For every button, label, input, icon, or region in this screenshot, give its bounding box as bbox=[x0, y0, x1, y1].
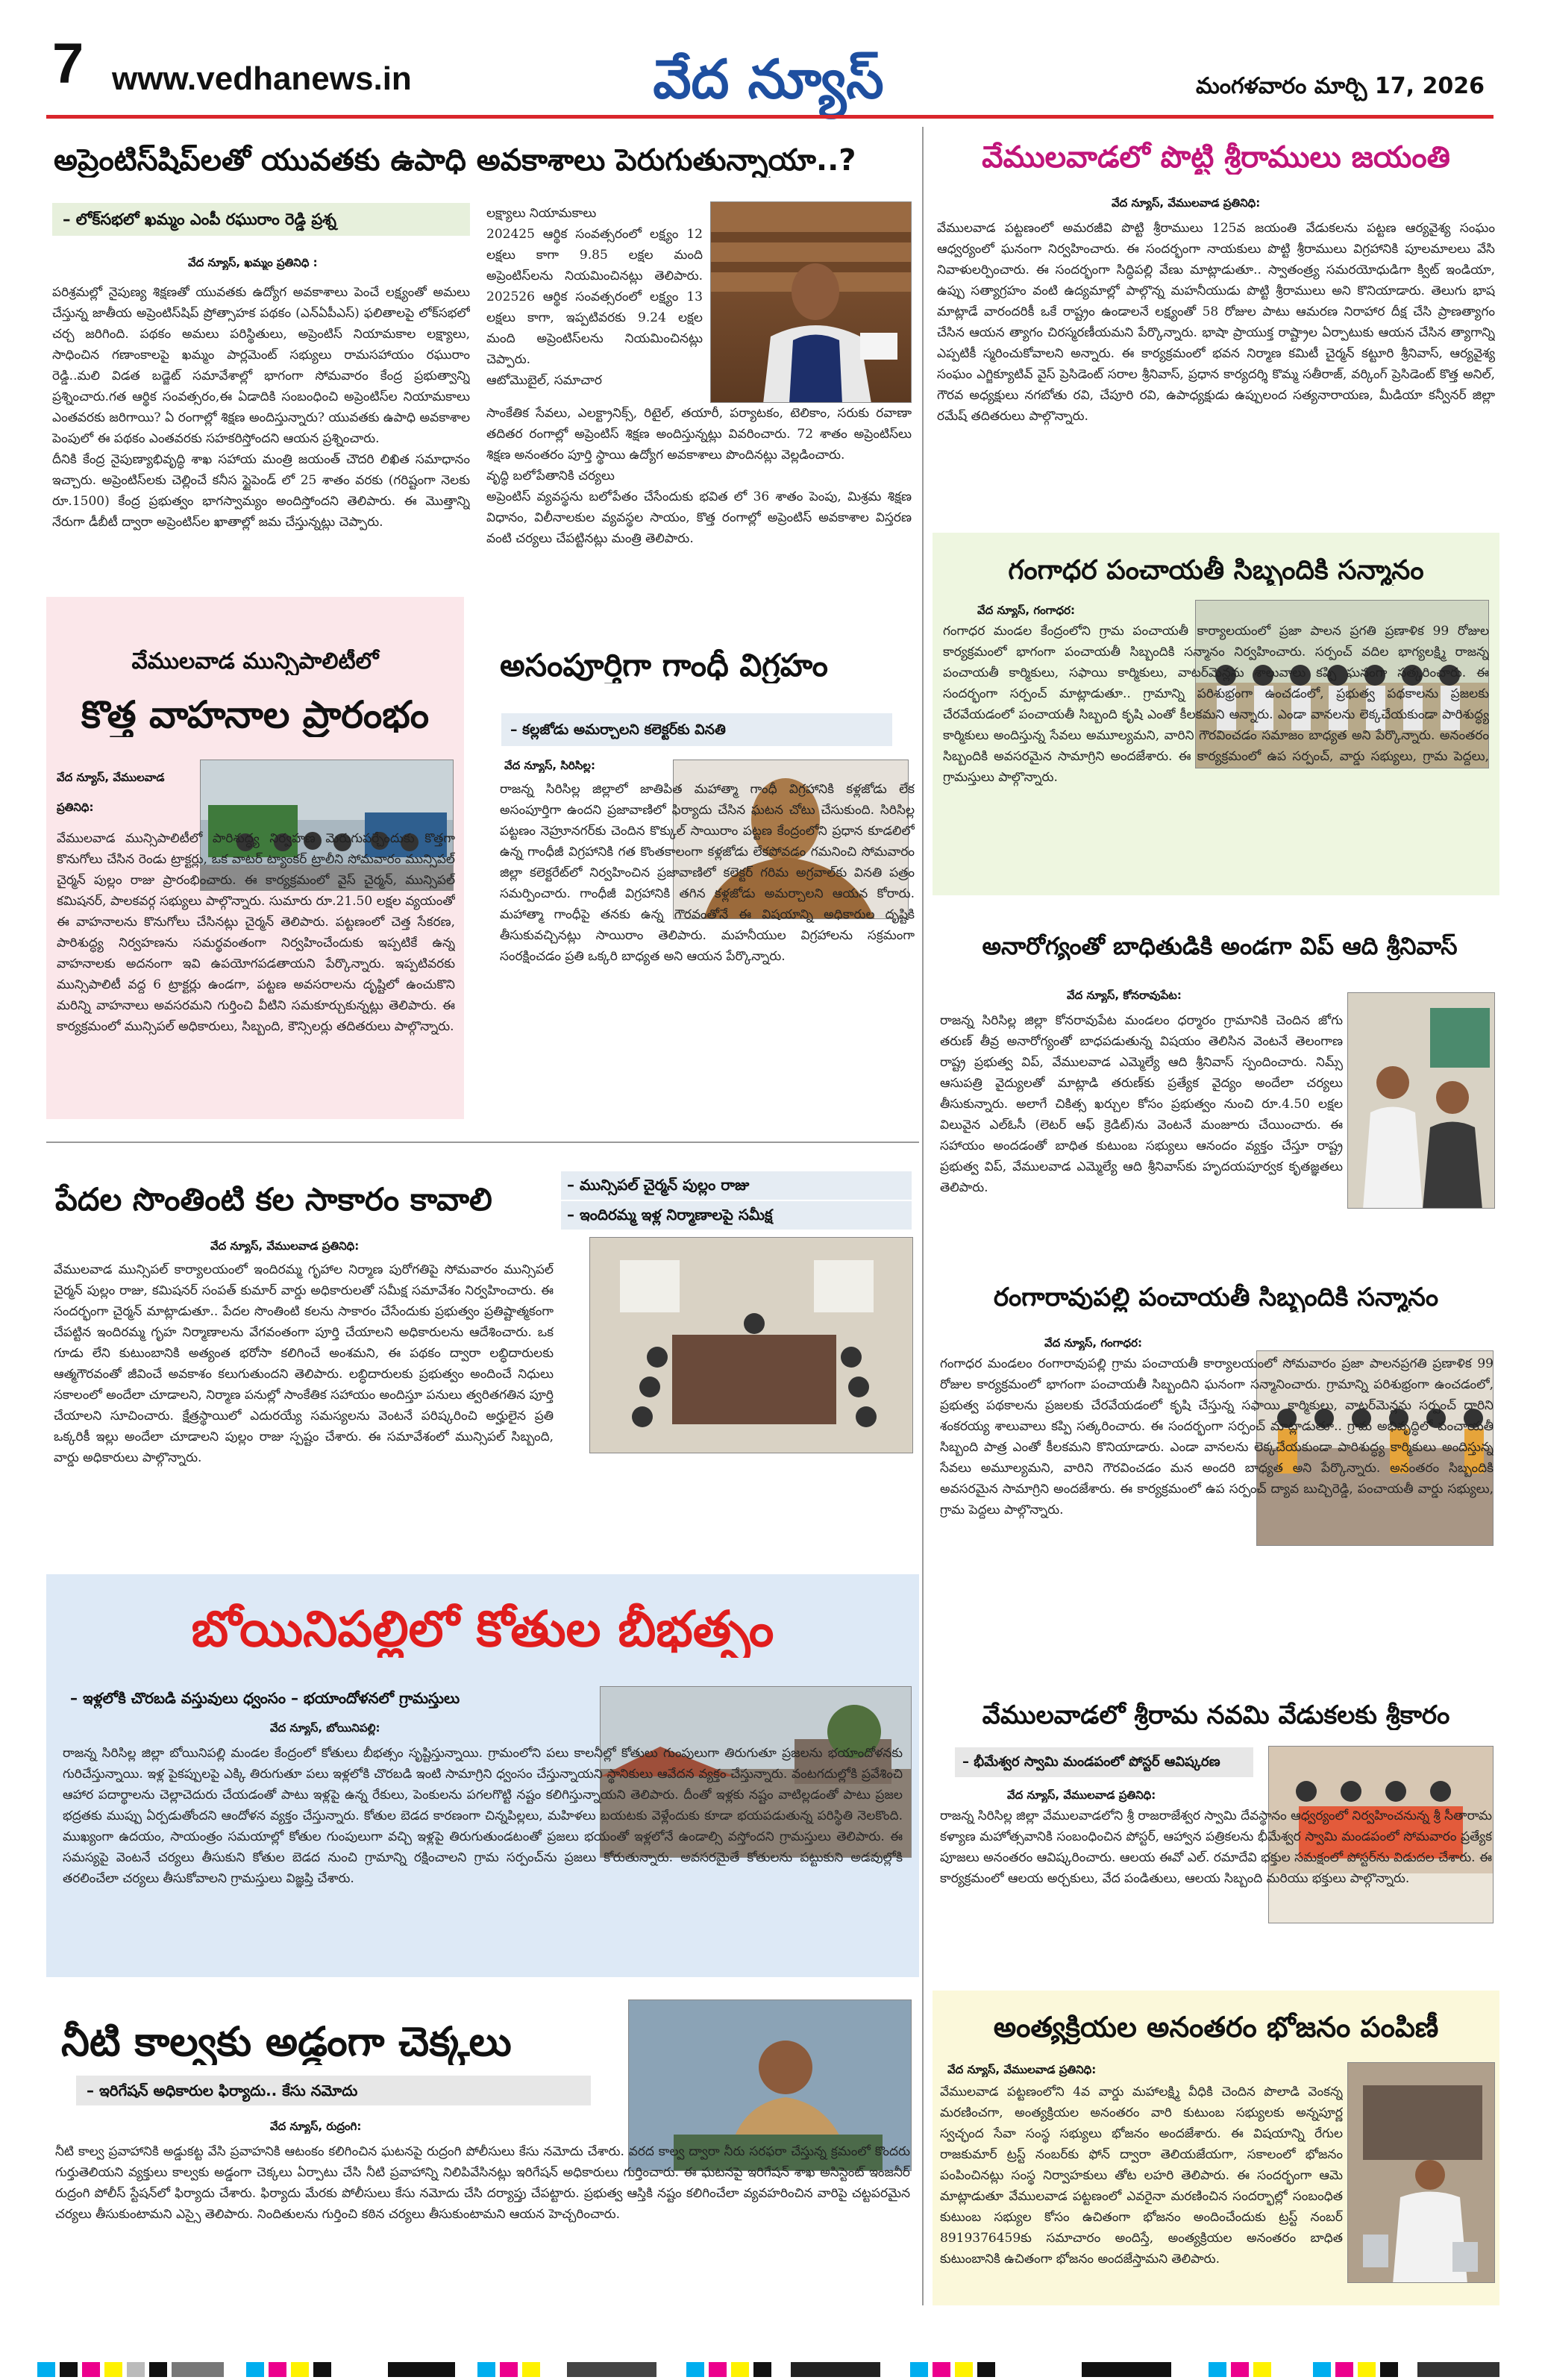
headline: రంగారావుపల్లి పంచాయతీ సిబ్బందికి సన్మానం bbox=[993, 1283, 1439, 1312]
article-body: రాజన్న సిరిసిల్ల జిల్లా వేములవాడలోని శ్రీ రాజరాజేశ్వర స్వామి దేవస్థానం ఆధ్వర్యంలో నిర్వహించనున్న శ్రీ సీతారామ కళ్యాణ మహోత్సవానికి సంబంధించిన పోస్టర్, ఆహ్వాన పత్రికలను భీమేశ్వర స్వామి మండపంలో సోమవారం ప్రత్యేక పూజలు అనంతరం ఆవిష్కరించారు. ఆలయ ఈవో ఎల్. రమాదేవి భక్తుల సమక్షంలో పోస్టర్‌ను విడుదల చేశారు. ఈ కార్యక్రమంలో ఆలయ అర్చకులు, వేద పండితులు, ఆలయ సిబ్బంది మరియు భక్తులు పాల్గొన్నారు. bbox=[940, 1809, 1492, 1886]
article-body-continued: లక్ష్యాలు నియామకాలు 202425 ఆర్థిక సంవత్సరంలో లక్ష్యం 12 లక్షలు కాగా 9.85 లక్షల మంది అప్రెంటిస్‌లను నియమించినట్లు తెలిపారు. 202526 ఆర్థిక సంవత్సరంలో లక్ష్యం 13 లక్షలు కాగా, ఇప్పటివరకు 9.24 లక్షల మంది అప్రెంటిస్‌లను నియమించినట్లు చెప్పారు. ఆటోమొబైల్, సమాచార bbox=[486, 206, 703, 388]
headline: నీటి కాల్వకు అడ్డంగా చెక్కలు bbox=[61, 2019, 512, 2065]
article-gangadhara-staff bbox=[933, 533, 1499, 895]
byline: వేద న్యూస్, ఖమ్మం ప్రతినిధి : bbox=[188, 256, 318, 269]
masthead-logo: వేద న్యూస్ bbox=[653, 48, 884, 110]
article-financial-aid bbox=[933, 910, 1499, 1238]
column-divider bbox=[922, 127, 924, 2305]
article-body: వేములవాడ మున్సిపాలిటీలో పారిశుద్ధ్య నిర్వహణ మెరుగుపర్చేందుకు కొత్తగా కొనుగోలు చేసిన రెండు ట్రాక్టర్లు, ఒక వాటర్ ట్యాంకర్ ట్రాలీని సోమవారం మున్సిపల్ చైర్మన్ పుల్లం రాజు ప్రారంభించారు. ఈ కార్యక్రమంలో వైస్ చైర్మన్, మున్సిపల్ కమిషనర్, పాలకవర్గ సభ్యులు పాల్గొన్నారు. సుమారు రూ.21.50 లక్షల వ్యయంతో ఈ వాహనాలను కొనుగోలు చేసినట్లు చైర్మన్ తెలిపారు. పట్టణంలో చెత్త సేకరణ, పారిశుద్ధ్య నిర్వహణను సమర్థవంతంగా నిర్వహించేందుకు ఇప్పటికే ఉన్న వాహనాలకు అదనంగా ఇవి ఉపయోగపడతాయని పేర్కొన్నారు. ఇప్పటివరకు మున్సిపాలిటీ వద్ద 6 ట్రాక్టర్లు ఉండగా, పట్టణ అవసరాలను దృష్టిలో ఉంచుకొని మరిన్ని వాహనాలు అవసరమని గుర్తించి వీటిని సమకూర్చుకున్నట్లు తెలిపారు. ఈ కార్యక్రమంలో మున్సిపల్ అధికారులు, సిబ్బంది, కౌన్సిలర్లు తదితరులు పాల్గొన్నారు. bbox=[57, 831, 455, 1034]
article-body: వేములవాడ మున్సిపల్ కార్యాలయంలో ఇందిరమ్మ గృహాల నిర్మాణ పురోగతిపై సోమవారం మున్సిపల్ చైర్మన్ పుల్లం రాజు, కమిషనర్ సంపత్ కుమార్ వార్డు అధికారులతో సమీక్ష సమావేశం నిర్వహించారు. ఈ సందర్భంగా చైర్మన్ మాట్లాడుతూ.. పేదల సొంతింటి కలను సాకారం చేసేందుకు ప్రభుత్వం ప్రతిష్టాత్మకంగా చేపట్టిన ఇందిరమ్మ గృహ నిర్మాణాలను వేగవంతంగా పూర్తి చేయాలని అధికారులను ఆదేశించారు. ఒక గూడు లేని కుటుంబానికి అత్యంత భరోసా కలిగించే అంశమని, ఈ పథకం ద్వారా లబ్ధిదారులకు ఆత్మగౌరవంతో జీవించే అవకాశం కలుగుతుందని తెలిపారు. లబ్ధిదారులకు ప్రభుత్వం అందించే నిధులు సకాలంలో అందేలా చూడాలని, నిర్మాణ పనుల్లో సాంకేతిక సహాయం అందిస్తూ పనులు త్వరితగతిన పూర్తి చేయాలని సూచించారు. క్షేత్రస్థాయిలో ఎదురయ్యే సమస్యలను వెంటనే పరిష్కరించి అర్హులైన ప్రతి ఒక్కరికీ ఇల్లు అందేలా చూడాలని పుల్లం రాజు స్పష్టం చేశారు. ఈ సమావేశంలో మున్సిపల్ సిబ్బంది, వార్డు అధికారులు పాల్గొన్నారు. bbox=[54, 1262, 554, 1465]
article-potti-sriramulu bbox=[933, 127, 1499, 515]
section-divider bbox=[46, 1142, 919, 1143]
subhead: – ఇరిగేషన్ అధికారుల ఫిర్యాదు.. కేసు నమోదు bbox=[76, 2076, 591, 2105]
article-body: రాజన్న సిరిసిల్ల జిల్లాలో జాతిపిత మహాత్మా గాంధీ విగ్రహానికి కళ్లజోడు లేక అసంపూర్తిగా ఉందని ప్రజావాణిలో ఫిర్యాదు చేసిన ఘటన చోటు చేసుకుంది. సిరిసిల్ల పట్టణం నెహ్రూనగర్‌కు చెందిన కొక్కుల్ సాయిరాం పట్టణ కేంద్రంలోని ప్రధాన కూడలిలో ఉన్న గాంధీజీ విగ్రహానికి గత కొంతకాలంగా కళ్లజోడు లేకపోవడం గమనించి సోమవారం జిల్లా కలెక్టరేట్‌లో నిర్వహించిన ప్రజావాణిలో కలెక్టర్ గరిమ అగ్రవాల్‌కు వినతి పత్రం సమర్పించారు. గాంధీజీ విగ్రహానికి తగిన కళ్లజోడు అమర్చాలని ఆయన కోరారు. మహాత్మా గాంధీపై తనకు ఉన్న గౌరవంతోనే ఈ విషయాన్ని అధికారుల దృష్టికి తీసుకువచ్చినట్లు సాయిరాం తెలిపారు. మహనీయుల విగ్రహాలను సక్రమంగా సంరక్షించడం ప్రతి ఒక్కరి బాధ్యత అని ఆయన పేర్కొన్నారు. bbox=[500, 782, 915, 964]
article-rangaraopalli bbox=[933, 1261, 1499, 1679]
photo-food-distribution bbox=[1347, 2062, 1495, 2283]
article-monkey-menace bbox=[46, 1574, 919, 1977]
byline: వేద న్యూస్, వేములవాడ ప్రతినిధి: bbox=[210, 1239, 360, 1253]
article-body: రాజన్న సిరిసిల్ల జిల్లా కోనరావుపేట మండలం ధర్మారం గ్రామానికి చెందిన జోగు తరుణ్ తీవ్ర అనారోగ్యంతో బాధపడుతున్న విషయం తెలిసిన వెంటనే తెలంగాణ రాష్ట్ర ప్రభుత్వ విప్, వేములవాడ ఎమ్మెల్యే ఆది శ్రీనివాస్ స్పందించారు. నిమ్స్ ఆసుపత్రి వైద్యులతో మాట్లాడి తరుణ్‌కు ప్రత్యేక వైద్యం అందేలా చర్యలు తీసుకున్నారు. అలాగే చికిత్స ఖర్చుల కోసం ప్రభుత్వం నుంచి రూ.4.50 లక్షల విలువైన ఎల్‌ఓసీ (లెటర్ ఆఫ్ క్రెడిట్)ను వెంటనే మంజూరు చేయించారు. ఈ సహాయం అందడంతో బాధిత కుటుంబ సభ్యులు ఆనందం వ్యక్తం చేస్తూ రాష్ట్ర ప్రభుత్వ విప్, వేములవాడ ఎమ్మెల్యే ఆది శ్రీనివాస్‌కు హృదయపూర్వక కృతజ్ఞతలు తెలిపారు. bbox=[940, 1013, 1343, 1195]
headline: బోయినిపల్లిలో కోతుల బీభత్సం bbox=[191, 1601, 774, 1658]
article-body: గంగాధర మండల కేంద్రంలోని గ్రామ పంచాయతీ కార్యాలయంలో ప్రజా పాలన ప్రగతి ప్రణాళిక 99 రోజుల కార్యక్రమంలో భాగంగా పంచాయతీ సిబ్బందికి సన్మానం నిర్వహించారు. సర్పంచ్ వదిల భాగ్యలక్ష్మి రాజన్న పంచాయతీ కార్మికులు, సఫాయి కార్మికులు, వాటర్‌మెన్లను శాలువాలు కప్పి ఘనంగా సత్కరించారు. ఈ సందర్భంగా సర్పంచ్ మాట్లాడుతూ.. గ్రామాన్ని పరిశుభ్రంగా ఉంచడంలో, ప్రభుత్వ పథకాలను ప్రజలకు చేరవేయడంలో పంచాయతీ సిబ్బంది కృషి ఎంతో కీలకమని అన్నారు. ఎండా వానలను లెక్కచేయకుండా పారిశుద్ధ్య కార్మికులు అందిస్తున్న సేవలు అమూల్యమని, వారిని గౌరవించడం సమాజం బాధ్యత అని పేర్కొన్నారు. అనంతరం సిబ్బందికి అవసరమైన సామాగ్రిని అందజేశారు. ఈ కార్యక్రమంలో ఉప సర్పంచ్, వార్డు సభ్యులు, గ్రామ పెద్దలు, గ్రామస్తులు పాల్గొన్నారు. bbox=[943, 624, 1489, 785]
article-housing-review bbox=[46, 1149, 919, 1537]
subhead-1: – మున్సిపల్ చైర్మన్ పుల్లం రాజు bbox=[561, 1171, 912, 1200]
print-color-bar bbox=[0, 2358, 1542, 2380]
page-number: 7 bbox=[52, 32, 84, 95]
subhead: – కల్లజోడు అమర్చాలని కలెక్టర్‌కు వినతి bbox=[501, 713, 892, 746]
article-body: పరిశ్రమల్లో నైపుణ్య శిక్షణతో యువతకు ఉద్యోగ అవకాశాలు పెంచే లక్ష్యంతో అమలు చేస్తున్న జాతీయ అప్రెంటిస్‌షిప్ ప్రోత్సాహక పథకం (ఎన్‌ఏపీఎస్) ఫలితాలపై లోక్‌సభలో చర్చ జరిగింది. పథకం అమలు పరిస్థితులు, అప్రెంటిస్ నియామకాల లక్ష్యాలు, సాధించిన గణాంకాలపై ఖమ్మం పార్లమెంట్ సభ్యులు రామసహాయం రఘురాం రెడ్డి..మలి విడత బడ్జెట్ సమావేశాల్లో భాగంగా సోమవారం కేంద్ర ప్రభుత్వాన్ని ప్రశ్నించారు.గత ఆర్థిక సంవత్సరం,ఈ ఏడాదికి సంబంధించి అప్రెంటిస్‌ల నియామకాలు ఎంతవరకు జరిగాయి? ఏ రంగాల్లో శిక్షణ అందిస్తున్నారు? యువతకు ఉపాధి అవకాశాల పెంపులో ఈ పథకం ఎంతవరకు సహకరిస్తోందని ఆయన ప్రశ్నించారు. దీనికి కేంద్ర నైపుణ్యాభివృద్ధి శాఖ సహాయ మంత్రి జయంత్ చౌదరి లిఖిత సమాధానం ఇచ్చారు. అప్రెంటిస్‌లకు చెల్లించే కనీస స్టైపెండ్ లో 25 శాతం వరకు (గరిష్టంగా నెలకు రూ.1500) కేంద్ర ప్రభుత్వం భాగస్వామ్యం అందిస్తోందని తెలిపారు. ఈ మొత్తాన్ని నేరుగా డీబీటీ ద్వారా అప్రెంటిస్‌ల ఖాతాల్లో జమ చేస్తున్నట్లు చెప్పారు. bbox=[52, 285, 470, 530]
subhead: – లోక్‌సభలో ఖమ్మం ఎంపీ రఘురాం రెడ్డి ప్రశ్న bbox=[52, 203, 470, 236]
article-body-wide: సాంకేతిక సేవలు, ఎలక్ట్రానిక్స్, రిటైల్, తయారీ, పర్యాటకం, టెలికాం, సరుకు రవాణా తదితర రంగాల్లో అప్రెంటిస్ శిక్షణ అందిస్తున్నట్లు వివరించారు. 72 శాతం అప్రెంటిస్‌లు శిక్షణ అనంతరం పూర్తి స్థాయి ఉద్యోగ అవకాశాలు పొందినట్లు వెల్లడించారు. వృద్ధి బలోపేతానికి చర్యలు అప్రెంటిస్ వ్యవస్థను బలోపేతం చేసేందుకు భవిత లో 36 శాతం పెంపు, మిశ్రమ శిక్షణ విధానం, విలీనాలకుల వ్యవస్థల సాయం, కొత్త రంగాల్లో అప్రెంటిస్ అవకాశాల విస్తరణ వంటి చర్యలు చేపట్టినట్లు మంత్రి తెలిపారు. bbox=[486, 406, 912, 546]
headline: వేములవాడలో పొట్టి శ్రీరాములు జయంతి bbox=[982, 140, 1450, 175]
subhead: – భీమేశ్వర స్వామి మండపంలో పోస్టర్ ఆవిష్కరణ bbox=[955, 1747, 1253, 1777]
headline: అనారోగ్యంతో బాధితుడికి అండగా విప్ ఆది శ్రీనివాస్ bbox=[982, 933, 1458, 960]
article-new-vehicles bbox=[46, 597, 464, 1119]
subhead: – ఇళ్లలోకి చొరబడి వస్తువులు ధ్వంసం – భయాందోళనలో గ్రామస్తులు bbox=[70, 1689, 460, 1707]
masthead bbox=[0, 0, 1542, 127]
headline: అంత్యక్రియల అనంతరం భోజనం పంపిణీ bbox=[993, 2011, 1439, 2044]
byline: వేద న్యూస్, వేములవాడ ప్రతినిధి: bbox=[1007, 1788, 1156, 1802]
article-gandhi-statue bbox=[477, 597, 919, 1119]
headline: అసంపూర్తిగా గాంధీ విగ్రహం bbox=[500, 648, 828, 683]
article-body: వేములవాడ పట్టణంలోని 4వ వార్డు మహాలక్ష్మి వీధికి చెందిన పొలాడి వెంకన్న మరణించగా, అంత్యక్రియల అనంతరం వారి కుటుంబ సభ్యులకు అన్నపూర్ణ స్వచ్ఛంద సేవా సంస్థ సభ్యులు భోజనం అందజేశారు. ఈ విషయాన్ని రేగుల రాజకుమార్ ట్రస్ట్ నంబర్‌కు ఫోన్ ద్వారా తెలియజేయగా, సకాలంలో భోజనం పంపించినట్లు సంస్థ నిర్వాహకులు తోట లహరి తెలిపారు. ఈ సందర్భంగా ఆమె మాట్లాడుతూ వేములవాడ పట్టణంలో ఎవరైనా మరణించిన సందర్భాల్లో సంబంధిత కుటుంబ సభ్యుల కోసం ఉచితంగా భోజనం అందించేందుకు ట్రస్ట్ నంబర్ 8919376459కు సమాచారం అందిస్తే, అంత్యక్రియల అనంతరం బాధిత కుటుంబానికి ఉచితంగా భోజనం అందజేస్తామని తెలిపారు. bbox=[940, 2085, 1343, 2267]
headline: కొత్త వాహనాల ప్రారంభం bbox=[81, 694, 430, 736]
article-body: వేములవాడ పట్టణంలో అమరజీవి పొట్టి శ్రీరాములు 125వ జయంతి వేడుకలను పట్టణ ఆర్యవైశ్య సంఘం ఆధ్వర్యంలో ఘనంగా నిర్వహించారు. ఈ సందర్భంగా నాయకులు పొట్టి శ్రీరాములు విగ్రహానికి పూలమాలలు వేసి నివాళులర్పించారు. ఈ సందర్భంగా సిద్ధిపల్లి వేణు మాట్లాడుతూ.. స్వాతంత్ర్య సమరయోధుడిగా క్విట్ ఇండియా, ఉప్పు సత్యాగ్రహం వంటి ఉద్యమాల్లో పాల్గొన్న మహనీయుడు పొట్టి శ్రీరాములు అని కొనియాడారు. తెలుగు భాష మాట్లాడే వారందరికీ ఒకే రాష్ట్రం ఉండాలనే లక్ష్యంతో 58 రోజుల పాటు ఆమరణ నిరాహార దీక్ష చేసి ప్రాణత్యాగం చేసిన ఆయన త్యాగం చిరస్మరణీయమని పేర్కొన్నారు. భాషా ప్రాయుక్త రాష్ట్రాల ఏర్పాటుకు ఆయన చేసిన త్యాగాన్ని ఎప్పటికీ స్మరించుకోవాలని అన్నారు. ఈ కార్యక్రమంలో భవన నిర్మాణ కమిటీ చైర్మన్ కట్టూరి శ్రీనివాస్, ఆర్యవైశ్య సంఘం ఎగ్జిక్యూటివ్ వైస్ ప్రెసిడెంట్ సరాల శ్రీనివాస్, ప్రధాన కార్యదర్శి కొమ్మ సతీరాజ్, వర్కింగ్ ప్రెసిడెంట్ కొత్త అనిల్, గౌరవ అధ్యక్షులు నగబోతు రవి, చేపూరి రవి, ఉపాధ్యక్షుడు ఉప్పులంద సత్యనారాయణ, మీడియా కన్వీనర్ జిల్లా రమేష్ తదితరులు పాల్గొన్నారు. bbox=[937, 221, 1495, 424]
article-body: రాజన్న సిరిసిల్ల జిల్లా బోయినిపల్లి మండల కేంద్రంలో కోతులు బీభత్సం సృష్టిస్తున్నాయి. గ్రామంలోని పలు కాలనీల్లో కోతులు గుంపులుగా తిరుగుతూ ప్రజలను భయాందోళనకు గురిచేస్తున్నాయి. ఇళ్ల పైకప్పులపై ఎక్కి తిరుగుతూ పలు ఇళ్లలోకి చొరబడి ఇంటి సామాగ్రిని ధ్వంసం చేస్తున్నాయని స్థానికులు ఆవేదన వ్యక్తం చేస్తున్నారు. వంటగదుల్లోకి ప్రవేశించి ఆహార పదార్థాలను చెల్లాచెదురు చేయడంతో పాటు ఇళ్లపై ఉన్న రేకులు, పెంకులను పగలగొట్టి నష్టం కలిగిస్తున్నాయని తెలిపారు. దీంతో ఇళ్లకు నష్టం వాటిల్లడంతో పాటు ప్రజల భద్రతకు ముప్పు ఏర్పడుతోందని ఆందోళన వ్యక్తం చేస్తున్నారు. కోతుల బెడద కారణంగా చిన్నపిల్లలు, మహిళలు బయటకు వెళ్లేందుకు కూడా భయపడుతున్న పరిస్థితి నెలకొంది. ముఖ్యంగా ఉదయం, సాయంత్రం సమయాల్లో కోతుల గుంపులుగా వచ్చి ఇళ్లపై తిరుగుతుండటంతో ప్రజలు భయంతో ఇళ్లలోనే ఉండాల్సి వస్తోందని గ్రామస్తులు తెలిపారు. ఈ సమస్యపై వెంటనే చర్యలు తీసుకుని కోతుల బెడద నుంచి గ్రామాన్ని రక్షించాలని గ్రామ సర్పంచ్‌ను ప్రజలు కోరుతున్నారు. అవసరమైతే కోతులను పట్టుకుని అడవుల్లోకి తరలించేలా చర్యలు తీసుకోవాలని గ్రామస్తులు విజ్ఞప్తి చేశారు. bbox=[63, 1746, 903, 1886]
byline: వేద న్యూస్, రుద్రంగి: bbox=[270, 2120, 362, 2133]
byline: వేద న్యూస్, బోయినిపల్లి: bbox=[270, 1721, 380, 1735]
photo-financial-aid bbox=[1347, 992, 1495, 1209]
article-food-distribution bbox=[933, 1991, 1499, 2305]
headline: గంగాధర పంచాయతీ సిబ్బందికి సన్మానం bbox=[1008, 555, 1424, 586]
byline: వేద న్యూస్, కోనరావుపేట: bbox=[1067, 989, 1182, 1002]
byline: వేద న్యూస్, సిరిసిల్ల: bbox=[504, 759, 595, 772]
article-body: నీటి కాల్వ ప్రవాహానికి అడ్డుకట్ట వేసి ప్రవాహనికి ఆటంకం కలిగించిన ఘటనపై రుద్రంగి పోలీసులు కేసు నమోదు చేశారు. వరద కాల్వ ద్వారా నీరు సరఫరా చేస్తున్న క్రమంలో కొందరు గుర్తుతెలియని వ్యక్తులు కాల్వకు అడ్డంగా చెక్కలు ఏర్పాటు చేసి నీటి ప్రవాహాన్ని నిలిపివేసినట్లు ఇరిగేషన్ అధికారులు గుర్తించారు. ఈ ఘటనపై ఇరిగేషన్ శాఖ అసిస్టెంట్ ఇంజనీర్ రుద్రంగి పోలీస్ స్టేషన్‌లో ఫిర్యాదు చేశారు. ఫిర్యాదు మేరకు పోలీసులు కేసు నమోదు చేసి దర్యాప్తు చేపట్టారు. ప్రభుత్వ ఆస్తికి నష్టం కలిగించేలా వ్యవహరించిన వారిపై చట్టపరమైన చర్యలు తీసుకుంటామని ఎస్సై తెలిపారు. నిందితులను గుర్తించి కఠిన చర్యలు తీసుకుంటామని ఆయన హెచ్చరించారు. bbox=[55, 2144, 910, 2222]
article-body: గంగాధర మండలం రంగారావుపల్లి గ్రామ పంచాయతీ కార్యాలయంలో సోమవారం ప్రజా పాలనప్రగతి ప్రణాళిక 99 రోజుల కార్యక్రమంలో భాగంగా పంచాయతీ సిబ్బందిని ఘనంగా సన్మానించారు. గ్రామాన్ని పరిశుభ్రంగా ఉంచడంలో, ప్రభుత్వ పథకాలను ప్రజలకు చేరవేయడంలో కృషి చేస్తున్న సఫాయి కార్మికులు, వాటర్‌మెన్లను సర్పంచ్ దారిని శంకరయ్య శాలువాలు కప్పి సత్కరించారు. ఈ సందర్భంగా సర్పంచ్ మాట్లాడుతూ.. గ్రామ అభివృద్ధిలో పంచాయతీ సిబ్బంది పాత్ర ఎంతో కీలకమని కొనియాడారు. ఎండా వానలను లెక్కచేయకుండా పారిశుద్ధ్య కార్మికులు అందిస్తున్న సేవలు అమూల్యమని, వారిని గౌరవించడం మన అందరి బాధ్యత అని పేర్కొన్నారు. అనంతరం సిబ్బందికి అవసరమైన సామాగ్రిని అందజేశారు. ఈ కార్యక్రమంలో ఉప సర్పంచ్ ద్యావ బుచ్చిరెడ్డి, పంచాయతీ వార్డు సభ్యులు, గ్రామ పెద్దలు పాల్గొన్నారు. bbox=[940, 1356, 1494, 1518]
photo-housing-meeting bbox=[589, 1237, 913, 1453]
byline: వేద న్యూస్, వేములవాడ ప్రతినిధి: bbox=[947, 2063, 1097, 2076]
headline: అప్రెంటిస్‌షిప్‌లతో యువతకు ఉపాధి అవకాశాలు పెరుగుతున్నాయా..? bbox=[54, 143, 856, 178]
byline: వేద న్యూస్, వేములవాడ ప్రతినిధి: bbox=[57, 771, 165, 814]
article-apprenticeship bbox=[46, 127, 919, 589]
article-canal-blocked bbox=[46, 1999, 919, 2305]
website-link[interactable]: www.vedhanews.in bbox=[112, 60, 412, 97]
byline: వేద న్యూస్, వేములవాడ ప్రతినిధి: bbox=[1112, 196, 1261, 210]
kicker: వేములవాడ మున్సిపాలిటీలో bbox=[131, 649, 379, 674]
byline: వేద న్యూస్, గంగాధర: bbox=[1044, 1336, 1142, 1350]
article-sri-rama-navami bbox=[933, 1686, 1499, 1977]
photo-mp-speaking bbox=[710, 201, 912, 403]
subhead-2: – ఇందిరమ్మ ఇళ్ల నిర్మాణాలపై సమీక్ష bbox=[561, 1201, 912, 1230]
byline: వేద న్యూస్, గంగాధర: bbox=[977, 604, 1075, 617]
masthead-rule bbox=[46, 115, 1494, 119]
headline: వేములవాడలో శ్రీరామ నవమి వేడుకలకు శ్రీకారం bbox=[982, 1701, 1450, 1730]
issue-date: మంగళవారం మార్చి 17, 2026 bbox=[1196, 73, 1485, 99]
headline: పేదల సొంతింటి కల సాకారం కావాలి bbox=[55, 1182, 492, 1218]
